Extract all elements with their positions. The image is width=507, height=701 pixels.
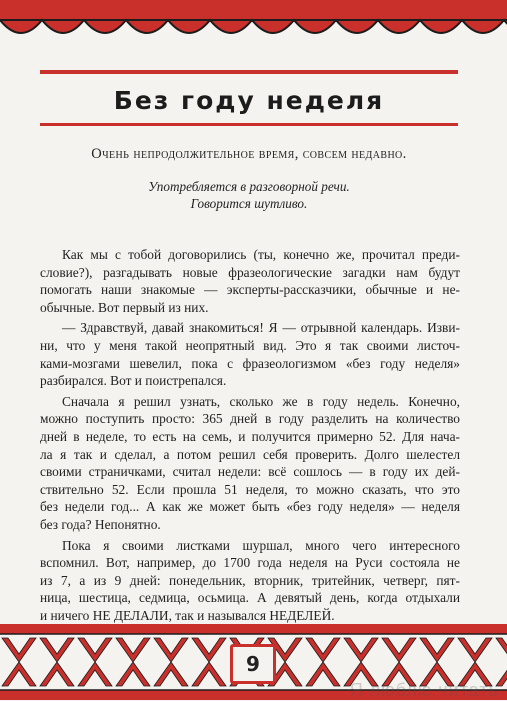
text-line: ла я так и сделал, а потом решил себя проверить. Долго шелестел — [40, 446, 460, 462]
usage-note — [40, 178, 458, 212]
text-line: своими страничками, считал недели: всё сошлось — в году их дей- — [40, 464, 460, 480]
idiom-title: Без году неделя — [113, 86, 385, 115]
text-line: Пока я своими листками шуршал, много чего интересного — [62, 537, 460, 553]
title-rule-bottom — [40, 123, 458, 126]
text-line: помогать наши знакомые — эксперты-рассказчики, обычные и не- — [40, 282, 460, 298]
text-line: словие?), разгадывать новые фразеологические загадки нам будут — [40, 264, 460, 280]
text-line: Как мы с тобой договорились (ты, конечно же, прочитал преди- — [62, 247, 460, 262]
body-text — [40, 246, 460, 627]
idiom-definition: Очень непродолжительное время, совсем недавно. — [91, 146, 407, 162]
text-line: без года? Непонятно. — [40, 516, 161, 532]
paragraph — [40, 246, 460, 316]
text-line: ками-мозгами шевелил, пока с фразеологизмом «без году неделя» — [40, 355, 460, 371]
text-line: без недели год... А как же может быть «без году неделя» — неделя — [40, 499, 460, 515]
text-line: ни, что у меня такой неопрятный вид. Это я так своими листоч- — [40, 337, 460, 353]
paragraph — [40, 537, 460, 625]
text-line: дней в неделе, то есть на семь, и получится примерно 52. Для нача- — [40, 428, 460, 444]
page-number: 9 — [230, 644, 276, 684]
text-line: можно поступить просто: 365 дней в году разделить на количество — [40, 411, 460, 427]
text-line: ствительно 52. Если прошла 51 неделя, то можно сказать, что это — [40, 481, 460, 497]
text-line: ница, шестица, седмица, осьмица. А девятый день, когда отдыхали — [40, 590, 460, 606]
text-line: и ничего НЕ ДЕЛАЛИ, так и назывался НЕДЕЛЕЙ. — [40, 607, 335, 623]
text-line: разбирался. Вот и поистрепался. — [40, 373, 227, 389]
top-scallop-border — [0, 0, 507, 48]
title-rule-top — [40, 70, 458, 74]
watermark: Я люблю читать — [349, 680, 499, 700]
usage-line: Употребляется в разговорной речи. — [148, 179, 350, 194]
paragraph — [40, 393, 460, 534]
text-line: обычные. Вот первый из них. — [40, 299, 209, 315]
paragraph — [40, 319, 460, 389]
text-line: вспомнил. Вот, например, до 1700 года неделя на Руси состояла не — [40, 555, 460, 571]
title-block — [40, 70, 458, 126]
text-line: — Здравствуй, давай знакомиться! Я — отрывной календарь. Изви- — [62, 320, 460, 336]
usage-line: Говорится шутливо. — [190, 196, 308, 211]
text-line: Сначала я решил узнать, сколько же в году недель. Конечно, — [62, 393, 460, 409]
text-line: из 7, а из 9 дней: понедельник, вторник, тритейник, четверг, пят- — [40, 572, 460, 588]
